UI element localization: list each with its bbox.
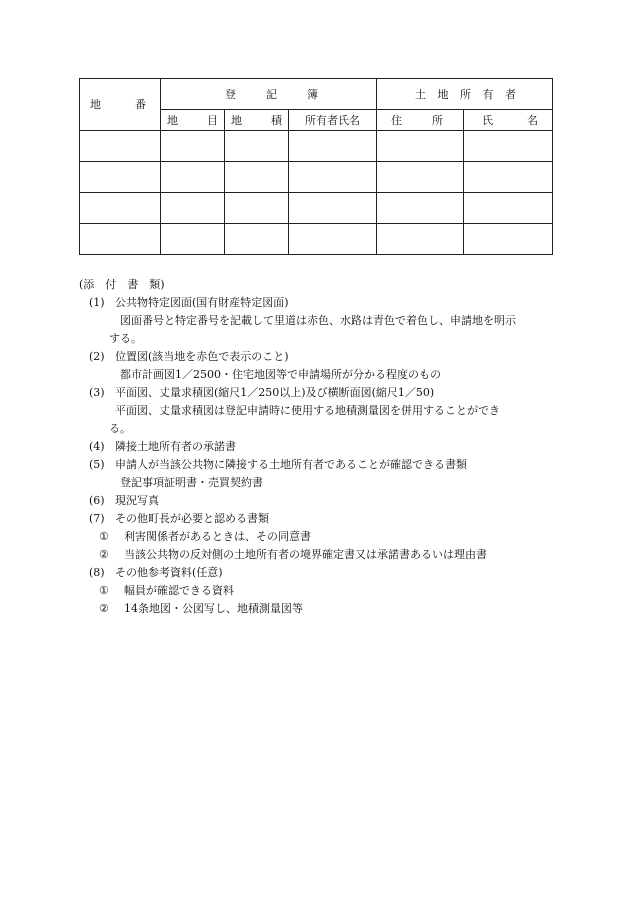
table-cell[interactable] (225, 193, 289, 224)
table-cell[interactable] (80, 193, 161, 224)
item-description: 都市計画図1／2500・住宅地図等で申請場所が分かる程度のもの (120, 368, 441, 381)
table-row (80, 193, 553, 224)
sub-item: ① 幅員が確認できる資料 (99, 584, 234, 597)
attachments-list (79, 276, 559, 618)
table-cell[interactable] (225, 162, 289, 193)
table-header-row (80, 79, 553, 110)
table-row (80, 224, 553, 255)
list-item: (7) その他町長が必要と認める書類 (89, 512, 269, 525)
list-item: (5) 申請人が当該公共物に隣接する土地所有者であることが確認できる書類 (89, 458, 467, 471)
table-cell[interactable] (80, 224, 161, 255)
sub-item: ② 当該公共物の反対側の土地所有者の境界確定書又は承諾書あるいは理由書 (99, 548, 487, 561)
item-description-continued: る。 (109, 422, 131, 435)
table-cell[interactable] (377, 162, 464, 193)
item-description: 登記事項証明書・売買契約書 (120, 476, 263, 489)
table-cell[interactable] (377, 224, 464, 255)
table-cell[interactable] (289, 131, 377, 162)
subheader-owner-name: 所有者氏名 (289, 110, 377, 131)
attachments-heading: (添 付 書 類) (79, 278, 165, 291)
table-cell[interactable] (464, 224, 553, 255)
table-cell[interactable] (161, 193, 225, 224)
list-item: (1) 公共物特定図面(国有財産特定図面) (89, 296, 289, 309)
list-item: (6) 現況写真 (89, 494, 159, 507)
table-cell[interactable] (377, 131, 464, 162)
list-item: (8) その他参考資料(任意) (89, 566, 223, 579)
header-land-owner: 土 地 所 有 者 (377, 79, 553, 110)
table-cell[interactable] (289, 193, 377, 224)
subheader-name: 氏 名 (464, 110, 553, 131)
table-cell[interactable] (225, 131, 289, 162)
subheader-address: 住 所 (377, 110, 464, 131)
table-row (80, 162, 553, 193)
table-cell[interactable] (161, 224, 225, 255)
list-item: (4) 隣接土地所有者の承諾書 (89, 440, 236, 453)
subheader-chimoku: 地 目 (161, 110, 225, 131)
register-table (79, 78, 553, 255)
sub-item: ① 利害関係者があるときは、その同意書 (99, 530, 311, 543)
table-cell[interactable] (161, 131, 225, 162)
list-item: (3) 平面図、丈量求積図(縮尺1／250以上)及び横断面図(縮尺1／50) (89, 386, 435, 399)
item-description-continued: する。 (109, 332, 142, 345)
header-chiban: 地 番 (80, 79, 161, 131)
list-item: (2) 位置図(該当地を赤色で表示のこと) (89, 350, 289, 363)
table-cell[interactable] (464, 131, 553, 162)
table-cell[interactable] (289, 224, 377, 255)
item-description: 平面図、丈量求積図は登記申請時に使用する地積測量図を併用することができ (115, 404, 500, 417)
sub-item: ② 14条地図・公図写し、地積測量図等 (99, 602, 303, 615)
table-row (80, 131, 553, 162)
table-cell[interactable] (464, 193, 553, 224)
table-cell[interactable] (80, 131, 161, 162)
item-description: 図面番号と特定番号を記載して里道は赤色、水路は青色で着色し、申請地を明示 (120, 314, 516, 327)
table-cell[interactable] (161, 162, 225, 193)
table-cell[interactable] (377, 193, 464, 224)
subheader-chiseki: 地 積 (225, 110, 289, 131)
table-cell[interactable] (289, 162, 377, 193)
header-touki: 登 記 簿 (161, 79, 377, 110)
table-cell[interactable] (464, 162, 553, 193)
table-cell[interactable] (225, 224, 289, 255)
table-cell[interactable] (80, 162, 161, 193)
